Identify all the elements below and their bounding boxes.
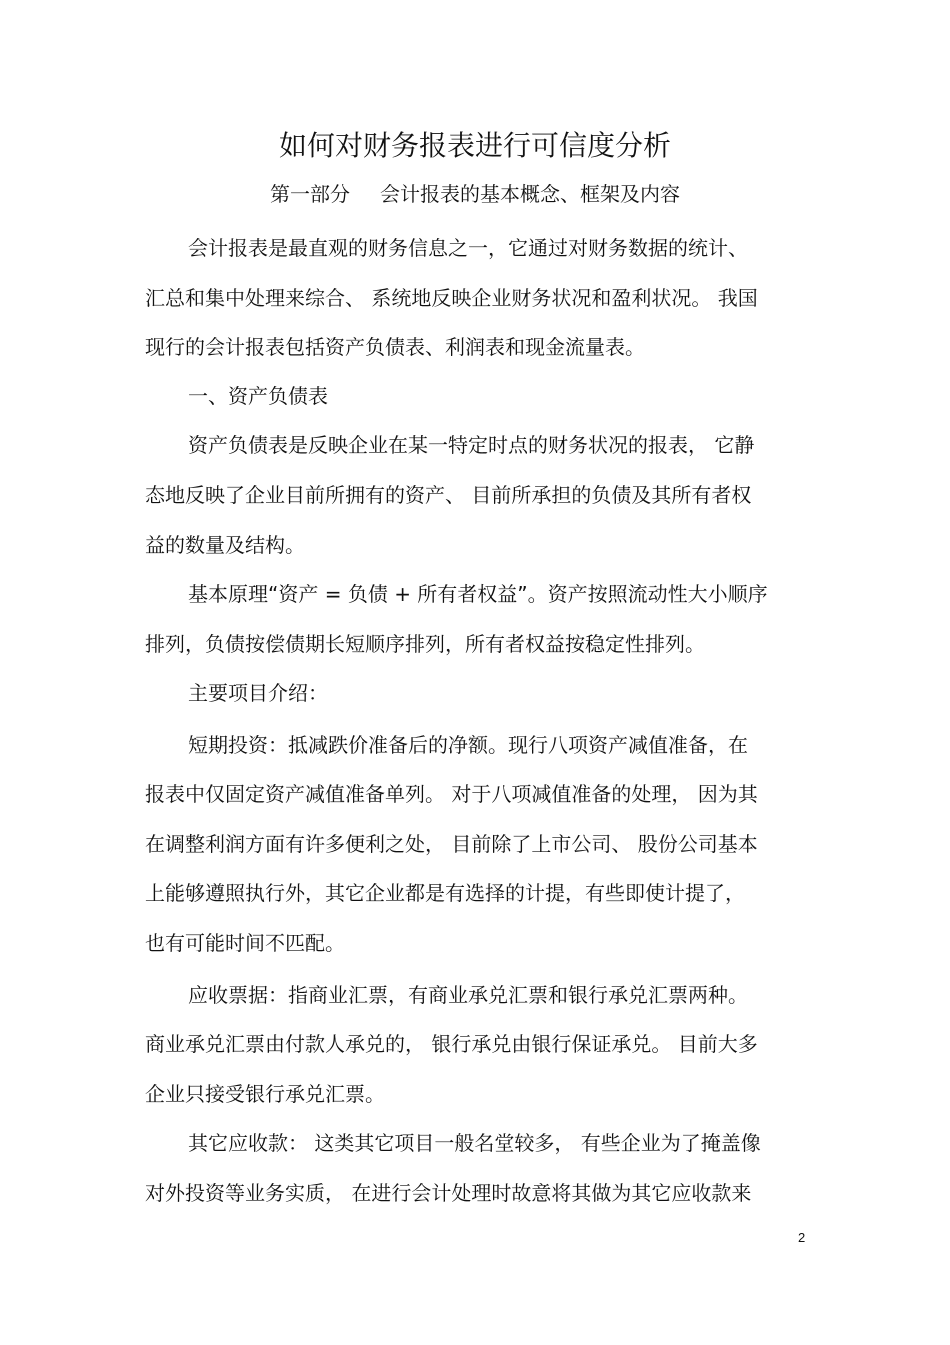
body-line: 商业承兑汇票由付款人承兑的， 银行承兑由银行保证承兑。 目前大多 [145,1032,758,1056]
body-line: 应收票据：指商业汇票，有商业承兑汇票和银行承兑汇票两种。 [188,983,748,1007]
body-line: 汇总和集中处理来综合、 系统地反映企业财务状况和盈利状况。 我国 [145,286,758,310]
body-line: 在调整利润方面有许多便利之处， 目前除了上市公司、 股份公司基本 [145,832,758,856]
document-title: 如何对财务报表进行可信度分析 [278,129,671,162]
body-line: 对外投资等业务实质， 在进行会计处理时故意将其做为其它应收款来 [145,1181,752,1205]
body-line: 会计报表是最直观的财务信息之一，它通过对财务数据的统计、 [188,236,748,260]
body-line: 企业只接受银行承兑汇票。 [145,1082,385,1106]
body-line: 主要项目介绍： [188,681,328,705]
body-line: 益的数量及结构。 [145,533,305,557]
body-line: 短期投资：抵减跌价准备后的净额。现行八项资产减值准备，在 [188,733,748,757]
body-line: 也有可能时间不匹配。 [145,931,345,955]
body-line: 现行的会计报表包括资产负债表、利润表和现金流量表。 [145,335,645,359]
section-subheading: 一、资产负债表 [188,384,328,408]
section-heading-text: 会计报表的基本概念、框架及内容 [380,182,680,206]
body-line: 态地反映了企业目前所拥有的资产、 目前所承担的负债及其所有者权 [145,483,752,507]
body-line: 排列，负债按偿债期长短顺序排列，所有者权益按稳定性排列。 [145,632,705,656]
body-line: 报表中仅固定资产减值准备单列。 对于八项减值准备的处理， 因为其 [145,782,758,806]
body-line: 基本原理“资产 = 负债 + 所有者权益”。资产按照流动性大小顺序 [188,582,768,606]
section-part-label: 第一部分 [270,182,350,206]
page-number: 2 [798,1230,806,1245]
body-line: 上能够遵照执行外，其它企业都是有选择的计提，有些即使计提了， [145,881,745,905]
section-heading [0,180,950,208]
body-line: 其它应收款： 这类其它项目一般名堂较多， 有些企业为了掩盖像 [188,1131,761,1155]
body-line: 资产负债表是反映企业在某一特定时点的财务状况的报表， 它静 [188,433,755,457]
